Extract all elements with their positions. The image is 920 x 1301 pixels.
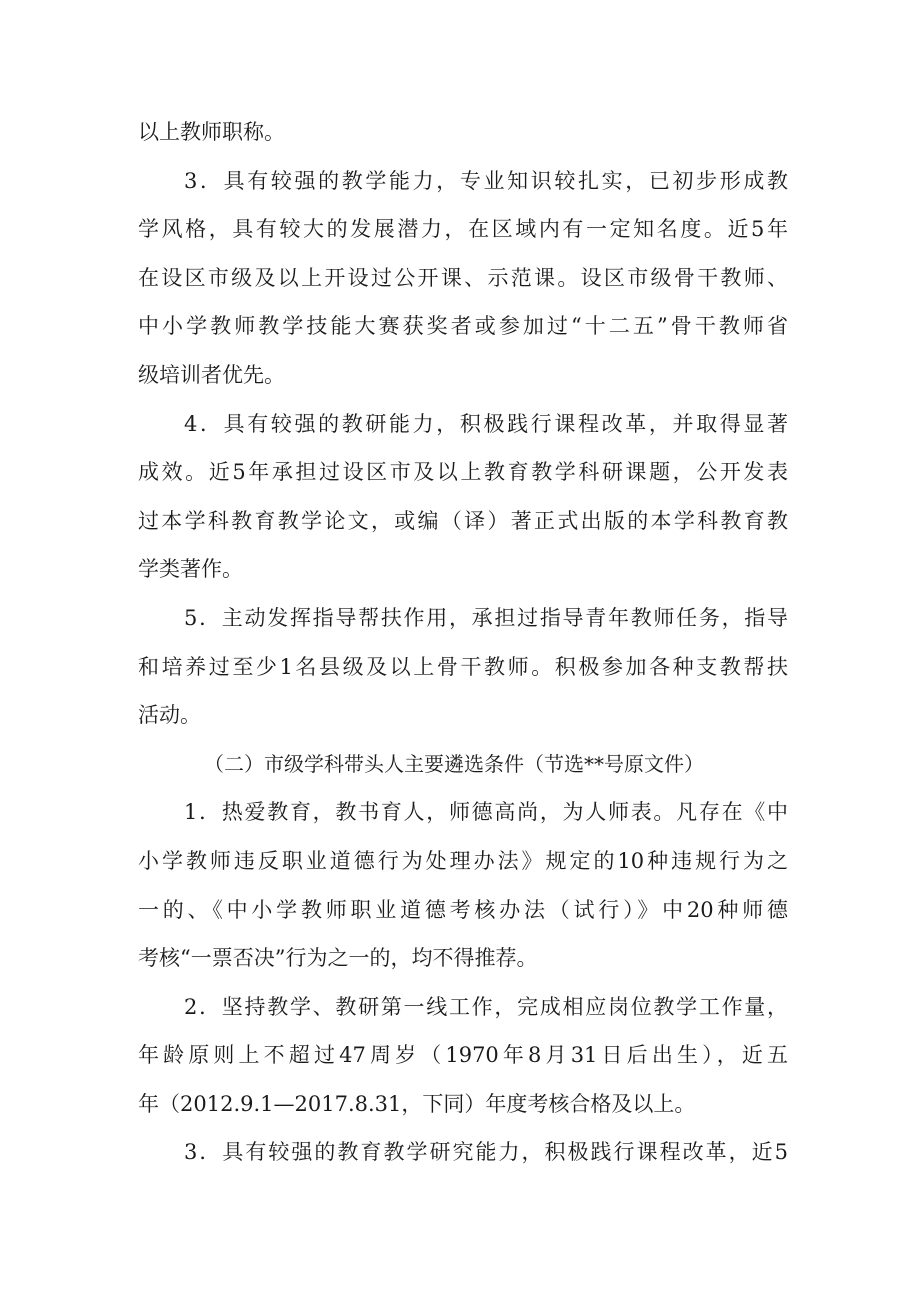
paragraph-line: 过本学科教育教学论文，或编（译）著正式出版的本学科教育教 xyxy=(138,508,788,533)
section-heading: （二）市级学科带头人主要遴选条件（节选**号原文件） xyxy=(204,751,704,776)
paragraph-line: 5．主动发挥指导帮扶作用，承担过指导青年教师任务，指导 xyxy=(184,605,788,630)
paragraph-line: 和培养过至少1名县级及以上骨干教师。积极参加各种支教帮扶 xyxy=(138,654,788,679)
paragraph-line: 一的、《中小学教师职业道德考核办法（试行）》中20种师德 xyxy=(138,897,788,922)
paragraph-line: 中小学教师教学技能大赛获奖者或参加过“十二五”骨干教师省 xyxy=(138,314,788,339)
paragraph-line: 学风格，具有较大的发展潜力，在区域内有一定知名度。近5年 xyxy=(138,217,788,242)
paragraph-line: 3．具有较强的教学能力，专业知识较扎实，已初步形成教 xyxy=(184,168,788,193)
paragraph-line: 1．热爱教育，教书育人，师德高尚，为人师表。凡存在《中 xyxy=(184,800,788,825)
paragraph-line: 年（2012.9.1—2017.8.31，下同）年度考核合格及以上。 xyxy=(138,1091,696,1116)
document-body xyxy=(138,108,788,1177)
paragraph-line: 活动。 xyxy=(138,703,201,728)
paragraph-line: 3．具有较强的教育教学研究能力，积极践行课程改革，近5 xyxy=(184,1140,788,1165)
paragraph-line: 2．坚持教学、教研第一线工作，完成相应岗位教学工作量， xyxy=(184,994,788,1019)
paragraph-line: 成效。近5年承担过设区市及以上教育教学科研课题，公开发表 xyxy=(138,460,788,485)
paragraph-line: 考核“一票否决”行为之一的，均不得推荐。 xyxy=(138,946,538,971)
paragraph-line: 年龄原则上不超过47周岁（1970年8月31日后出生），近五 xyxy=(138,1043,788,1068)
paragraph-line: 学类著作。 xyxy=(138,557,243,582)
paragraph-line: 以上教师职称。 xyxy=(138,120,285,144)
paragraph-line: 级培训者优先。 xyxy=(138,362,285,387)
paragraph-line: 小学教师违反职业道德行为处理办法》规定的10种违规行为之 xyxy=(138,848,788,873)
paragraph-line: 4．具有较强的教研能力，积极践行课程改革，并取得显著 xyxy=(184,411,788,436)
paragraph-line: 在设区市级及以上开设过公开课、示范课。设区市级骨干教师、 xyxy=(138,265,788,290)
